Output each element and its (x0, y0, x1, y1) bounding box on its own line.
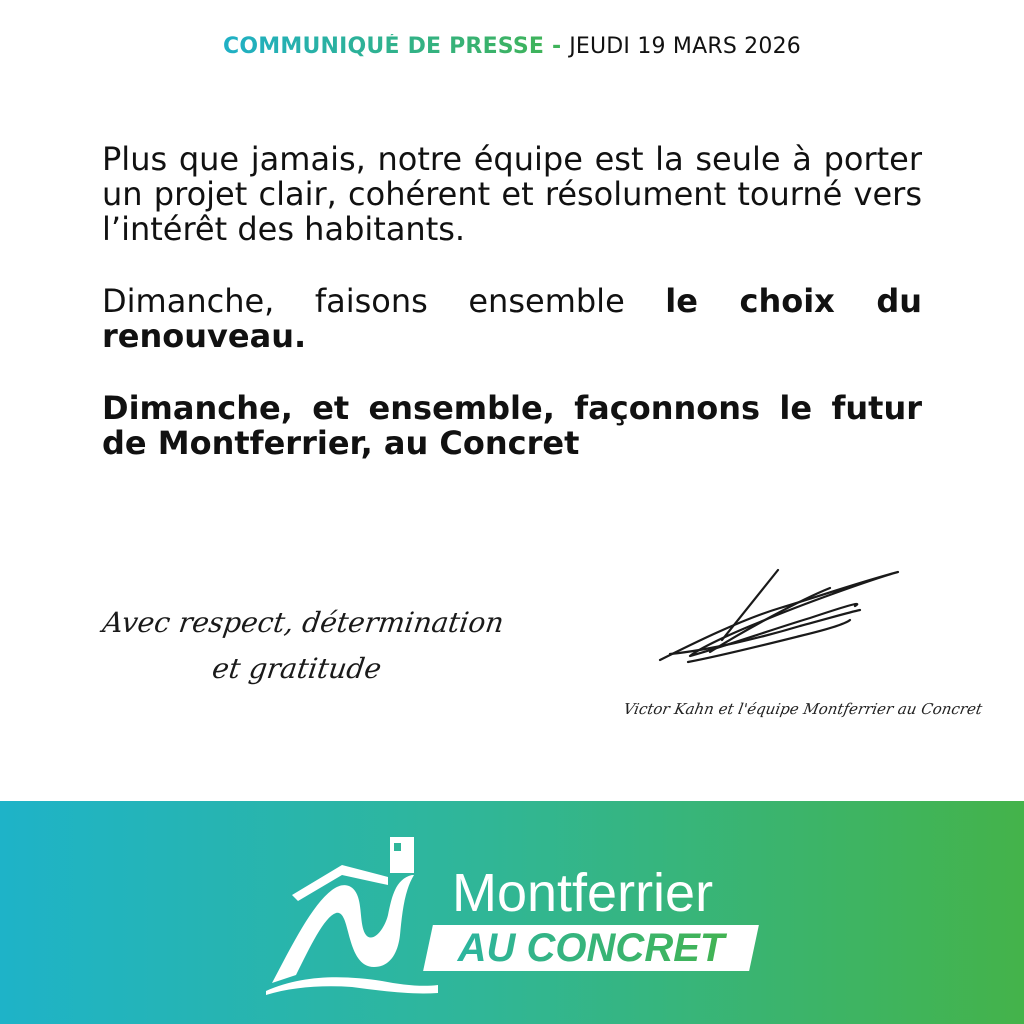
closing-line-2: et gratitude (210, 652, 384, 685)
paragraph-choice-text: Dimanche, faisons ensemble (102, 282, 666, 320)
press-header (0, 34, 1024, 59)
signer-name: Victor Kahn et l'équipe Montferrier au Concret (622, 700, 984, 718)
press-label: COMMUNIQUÉ DE PRESSE (223, 34, 545, 59)
signature-icon (650, 560, 920, 680)
brand-tagline: AU CONCRET (428, 925, 754, 971)
closing-line-1: Avec respect, détermination (100, 606, 506, 639)
brand-footer (0, 801, 1024, 1024)
press-body (102, 142, 922, 498)
press-date: JEUDI 19 MARS 2026 (569, 34, 801, 59)
closing-phrase (84, 600, 517, 692)
paragraph-future: Dimanche, et ensemble, façonnons le futur de Montferrier, au Concret (102, 389, 922, 462)
header-separator: - (544, 34, 570, 59)
paragraph-choice-bold: le choix du renouveau. (102, 282, 923, 355)
paragraph-choice (102, 284, 922, 354)
brand-name: Montferrier (452, 863, 714, 923)
paragraph-project: Plus que jamais, notre équipe est la seule à porter un projet clair, cohérent et résolument tourné vers l’intérêt des habitants. (102, 140, 922, 248)
montferrier-logo-icon (262, 835, 442, 995)
brand-tagline-box (423, 925, 759, 971)
